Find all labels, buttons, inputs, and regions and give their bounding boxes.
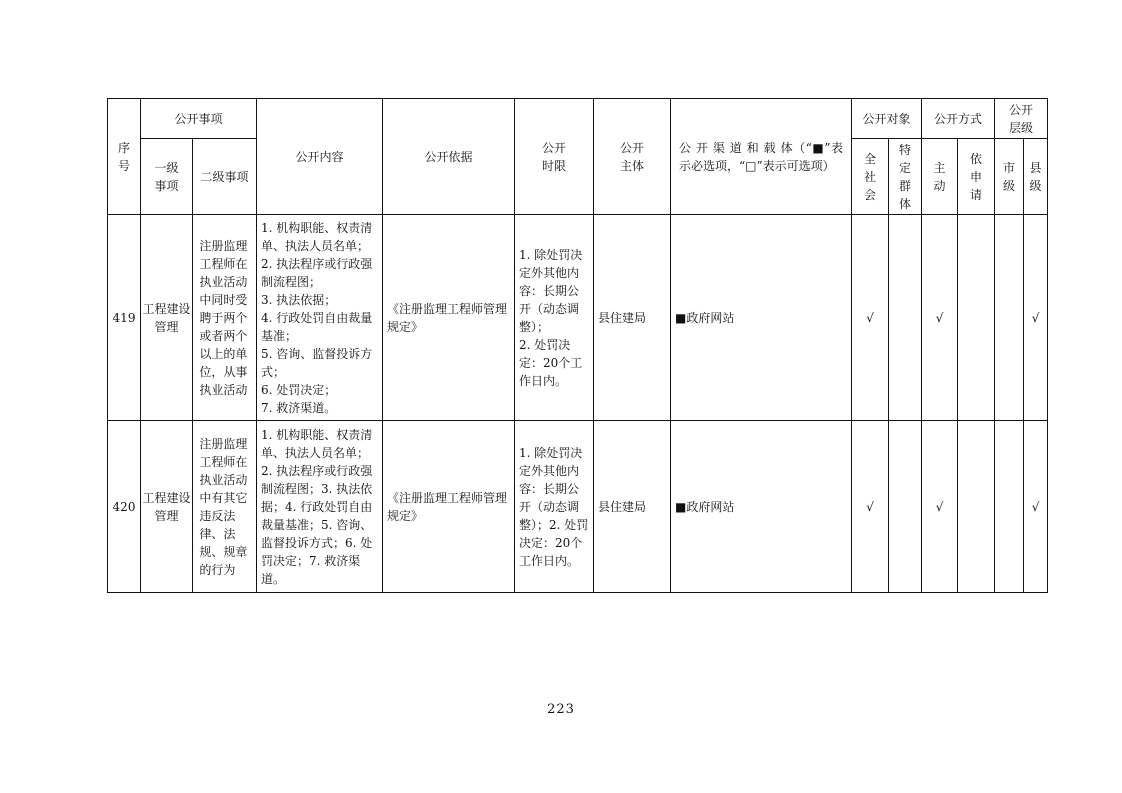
row-time-limit: 1. 除处罚决定外其他内容：长期公开（动态调整）； 2. 处罚决定：20个工作日内。 bbox=[515, 215, 594, 421]
row-subject: 县住建局 bbox=[594, 421, 671, 593]
row-level1: 工程建设管理 bbox=[141, 215, 193, 421]
header-method-group: 公开方式 bbox=[922, 99, 995, 139]
row-method-request bbox=[958, 421, 995, 593]
row-channel: ■政府网站 bbox=[671, 215, 852, 421]
header-seq: 序号 bbox=[108, 99, 141, 215]
header-channel: 公 开 渠 道 和 载 体（“■”表示必选项，“□”表示可选项） bbox=[671, 99, 852, 215]
row-basis: 《注册监理工程师管理规定》 bbox=[383, 421, 515, 593]
row-method-active: √ bbox=[922, 421, 958, 593]
row-content: 1. 机构职能、权责清单、执法人员名单； 2. 执法程序或行政强制流程图； 3. 执法依据； 4. 行政处罚自由裁量基准； 5. 咨询、监督投诉方式； 6. 处罚决定； 7. 救济渠道。 bbox=[257, 215, 383, 421]
header-level-city: 市级 bbox=[995, 139, 1024, 215]
row-method-active: √ bbox=[922, 215, 958, 421]
row-content: 1. 机构职能、权责清单、执法人员名单； 2. 执法程序或行政强制流程图；3. 执法依据；4. 行政处罚自由裁量基准；5. 咨询、监督投诉方式；6. 处罚决定；7. 救济渠道。 bbox=[257, 421, 383, 593]
table-row bbox=[108, 421, 1048, 593]
row-channel: ■政府网站 bbox=[671, 421, 852, 593]
row-subject: 县住建局 bbox=[594, 215, 671, 421]
row-level-county: √ bbox=[1024, 421, 1048, 593]
row-method-request bbox=[958, 215, 995, 421]
table-row bbox=[108, 215, 1048, 421]
row-target-all: √ bbox=[852, 421, 889, 593]
header-target-group: 公开对象 bbox=[852, 99, 922, 139]
header-target-specific: 特定群体 bbox=[889, 139, 922, 215]
header-level-group: 公开层级 bbox=[995, 99, 1048, 139]
header-level2: 二级事项 bbox=[193, 139, 257, 215]
header-time-limit: 公开时限 bbox=[515, 99, 594, 215]
row-level-city bbox=[995, 421, 1024, 593]
row-basis: 《注册监理工程师管理规定》 bbox=[383, 215, 515, 421]
row-level1: 工程建设管理 bbox=[141, 421, 193, 593]
row-target-all: √ bbox=[852, 215, 889, 421]
header-method-active: 主动 bbox=[922, 139, 958, 215]
page-number: 223 bbox=[547, 702, 575, 717]
row-target-specific bbox=[889, 215, 922, 421]
header-level-county: 县级 bbox=[1024, 139, 1048, 215]
row-seq: 419 bbox=[108, 215, 141, 421]
header-subject: 公开主体 bbox=[594, 99, 671, 215]
row-target-specific bbox=[889, 421, 922, 593]
row-level-city bbox=[995, 215, 1024, 421]
header-item-group: 公开事项 bbox=[141, 99, 257, 139]
header-content: 公开内容 bbox=[257, 99, 383, 215]
disclosure-table bbox=[107, 98, 1048, 593]
row-level-county: √ bbox=[1024, 215, 1048, 421]
header-basis: 公开依据 bbox=[383, 99, 515, 215]
row-time-limit: 1. 除处罚决定外其他内容：长期公开（动态调整）；2. 处罚决定：20个工作日内。 bbox=[515, 421, 594, 593]
header-level1: 一级事项 bbox=[141, 139, 193, 215]
header-target-all: 全社会 bbox=[852, 139, 889, 215]
header-method-request: 依申请 bbox=[958, 139, 995, 215]
row-seq: 420 bbox=[108, 421, 141, 593]
row-level2: 注册监理工程师在执业活动中同时受聘于两个或者两个以上的单位，从事执业活动 bbox=[193, 215, 257, 421]
row-level2: 注册监理工程师在执业活动中有其它违反法律、法规、规章的行为 bbox=[193, 421, 257, 593]
